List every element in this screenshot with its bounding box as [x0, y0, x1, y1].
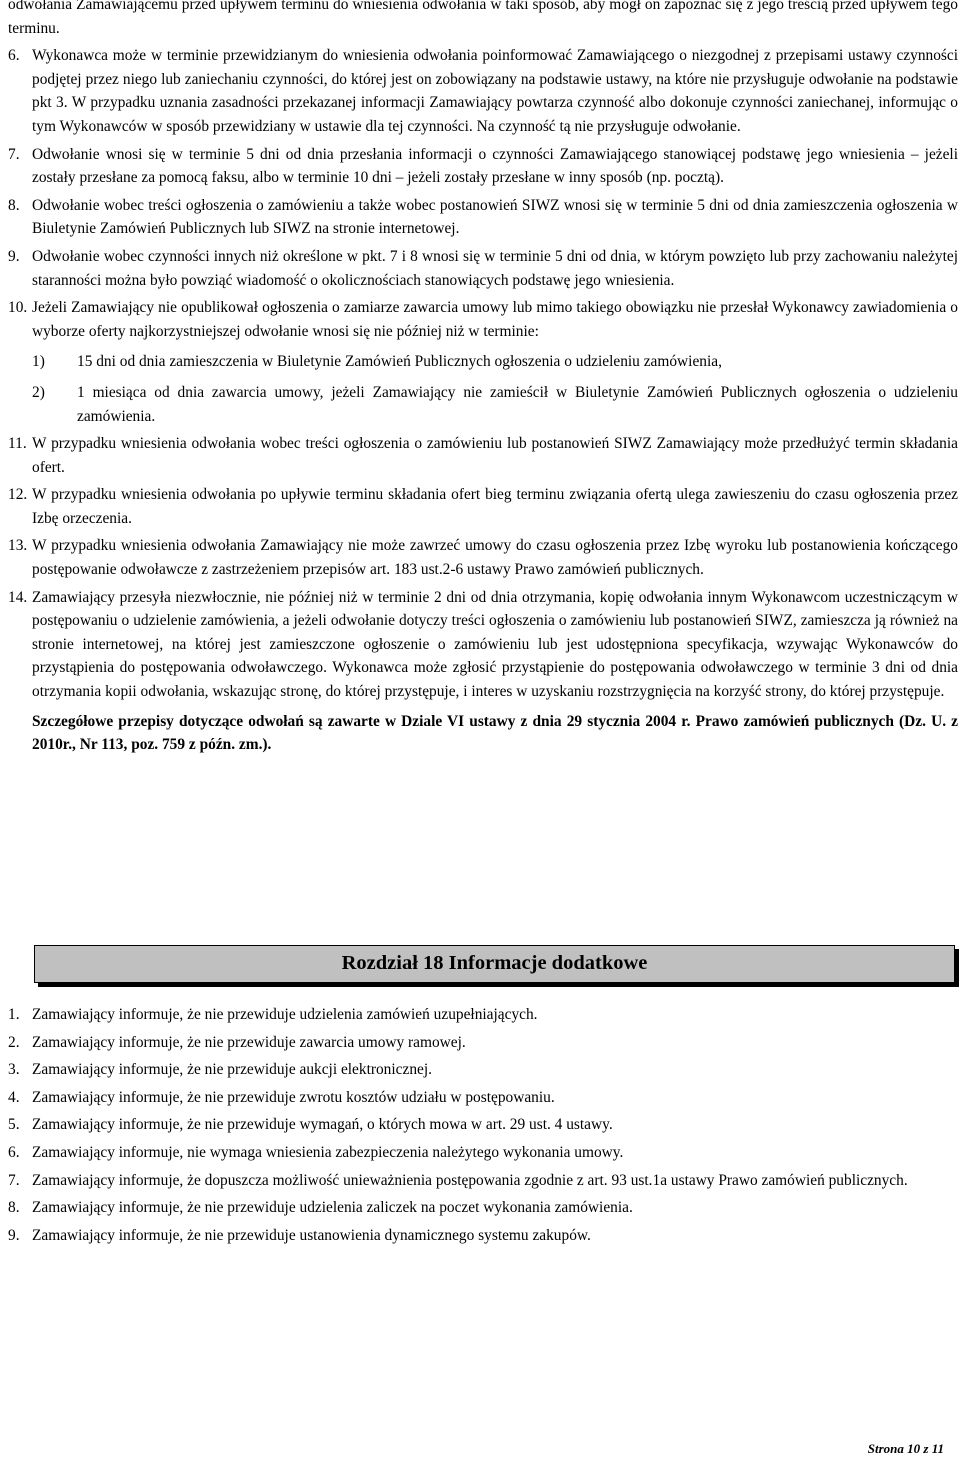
- additional-info-list: [8, 1003, 958, 1251]
- page-number: Strona 10 z 11: [867, 1441, 944, 1456]
- legal-reference-note: Szczegółowe przepisy dotyczące odwołań są zawarte w Dziale VI ustawy z dnia 29 stycznia 2004 r. Prawo zamówień publicznych (Dz. U. z 2010r., Nr 113, poz. 759 z późn. zm.).: [32, 712, 958, 754]
- list-text: Wykonawca może w terminie przewidzianym do wniesienia odwołania poinformować Zamawiającego o niezgodnej z przepisami ustawy czynności podjętej przez niego lub zaniechaniu czynności, do której jest on zobowiązany na podstawie ustawy, na które nie przysługuje odwołanie na podstawie pkt 3. W przypadku uznania zasadności przekazanej informacji Zamawiający powtarza czynność albo dokonuje czynności zaniechanej, informując o tym Wykonawców w sposób przewidziany w ustawie dla tej czynności. Na czynność tą nie przysługuje odwołanie.: [32, 47, 958, 135]
- list-text: Odwołanie wobec treści ogłoszenia o zamówieniu a także wobec postanowień SIWZ wnosi się w terminie 5 dni od dnia zamieszczenia ogłoszenia w Biuletynie Zamówień Publicznych lub SIWZ na stronie internetowej.: [32, 196, 958, 238]
- list-text: W przypadku wniesienia odwołania po upływie terminu składania ofert bieg terminu związania ofertą ulega zawieszeniu do czasu ogłoszenia przez Izbę orzeczenia.: [32, 486, 958, 527]
- list-text: Odwołanie wobec czynności innych niż określone w pkt. 7 i 8 wnosi się w terminie 5 dni od dnia, w którym powzięto lub przy zachowaniu należytej staranności można było powziąć wiadomość o okolicznościach stanowiących podstawę jego wniesienia.: [32, 247, 958, 289]
- list-text: W przypadku wniesienia odwołania Zamawiający nie może zawrzeć umowy do czasu ogłoszenia przez Izbę wyroku lub postanowienia kończącego postępowanie odwoławcze z zastrzeżeniem przepisów art. 183 ust.2-6 ustawy Prawo zamówień publicznych.: [32, 537, 958, 579]
- list-text: Odwołanie wnosi się w terminie 5 dni od dnia przesłania informacji o czynności Zamawiającego stanowiącej podstawę jego wniesienia – jeżeli zostały przesłane za pomocą faksu, albo w terminie 10 dni – jeżeli zostały przesłane w inny sposób (np. pocztą).: [32, 145, 958, 187]
- list-number: 6.: [8, 47, 20, 65]
- list-text: Zamawiający informuje, że nie przewiduje wymagań, o których mowa w art. 29 ust. 4 ustawy.: [32, 1116, 613, 1134]
- sub-list-number: 1): [32, 353, 45, 371]
- appeals-section: [8, 0, 958, 757]
- list-item: [8, 194, 958, 241]
- list-number: 5.: [8, 1116, 20, 1134]
- list-number: 1.: [8, 1006, 20, 1023]
- list-number: 8.: [8, 1199, 20, 1217]
- list-text: Zamawiający przesyła niezwłocznie, nie później niż w terminie 2 dni od dnia otrzymania, kopię odwołania innym Wykonawcom uczestniczącym w postępowaniu o udzielenie zamówienia, a jeżeli odwołanie dotyczy treści ogłoszenia o zamówieniu lub postanowień SIWZ, zamieszcza ją również na stronie internetowej, na której jest zamieszczone ogłoszenie o zamówieniu lub jest udostępniona specyfikacja, wzywając Wykonawców do przystąpienia do postępowania odwoławczego. Wykonawca może zgłosić przystąpienie do postępowania odwoławczego w terminie 3 dni od dnia otrzymania kopii odwołania, wskazując stronę, do której przystępuje, i interes w uzyskaniu rozstrzygnięcia na korzyść strony, do której przystępuje.: [32, 588, 958, 701]
- list-item: [8, 1113, 958, 1137]
- list-item: [8, 586, 958, 704]
- list-item: [8, 245, 958, 292]
- list-number: 8.: [8, 196, 20, 214]
- list-number: 13.: [8, 537, 28, 555]
- list-number: 4.: [8, 1088, 20, 1106]
- list-item: [8, 1224, 958, 1248]
- list-number: 10.: [8, 299, 28, 317]
- list-number: 7.: [8, 145, 20, 163]
- list-item: [8, 1169, 958, 1193]
- list-text: Zamawiający informuje, nie wymaga wniesienia zabezpieczenia należytego wykonania umowy.: [32, 1143, 624, 1161]
- list-text: W przypadku wniesienia odwołania wobec treści ogłoszenia o zamówieniu lub postanowień SIWZ Zamawiający może przedłużyć termin składania ofert.: [32, 435, 958, 476]
- list-item: [8, 432, 958, 479]
- list-text: Zamawiający informuje, że nie przewiduje zawarcia umowy ramowej.: [32, 1033, 466, 1051]
- list-item: [8, 44, 958, 138]
- sub-list-text: 1 miesiąca od dnia zawarcia umowy, jeżeli Zamawiający nie zamieścił w Biuletynie Zamówień Publicznych ogłoszenia o udzieleniu zamówienia.: [77, 383, 958, 425]
- sub-list-text: 15 dni od dnia zamieszczenia w Biuletynie Zamówień Publicznych ogłoszenia o udzieleniu zamówienia,: [77, 353, 722, 371]
- list-number: 6.: [8, 1143, 20, 1161]
- list-number: 9.: [8, 1226, 20, 1244]
- list-text: Zamawiający informuje, że nie przewiduje udzielenia zaliczek na poczet wykonania zamówienia.: [32, 1199, 633, 1217]
- list-number: 9.: [8, 247, 20, 265]
- list-item: [8, 534, 958, 581]
- list-item: [8, 1196, 958, 1220]
- list-text: Zamawiający informuje, że nie przewiduje aukcji elektronicznej.: [32, 1061, 432, 1079]
- list-number: 12.: [8, 486, 28, 504]
- section-header: [34, 945, 955, 983]
- list-number: 7.: [8, 1171, 20, 1189]
- list-item: [8, 143, 958, 190]
- list-number: 14.: [8, 588, 28, 606]
- list-item: [8, 1141, 958, 1165]
- list-item: [8, 1058, 958, 1082]
- list-item: [8, 296, 958, 343]
- sub-list-item: [32, 381, 958, 428]
- list-text: Zamawiający informuje, że nie przewiduje zwrotu kosztów udziału w postępowaniu.: [32, 1088, 555, 1106]
- list-number: 2.: [8, 1033, 20, 1051]
- list-item: [8, 483, 958, 530]
- sub-list-number: 2): [32, 383, 45, 401]
- list-text: Zamawiający informuje, że nie przewiduje ustanowienia dynamicznego systemu zakupów.: [32, 1226, 591, 1244]
- list-text: Zamawiający informuje, że nie przewiduje udzielenia zamówień uzupełniających.: [32, 1006, 538, 1023]
- list-item: [8, 1086, 958, 1110]
- continuation-paragraph: odwołania Zamawiającemu przed upływem terminu do wniesienia odwołania w taki sposób, aby mógł on zapoznać się z jego treścią przed upływem tego terminu.: [8, 0, 958, 37]
- list-number: 3.: [8, 1061, 20, 1079]
- list-text: Jeżeli Zamawiający nie opublikował ogłoszenia o zamiarze zawarcia umowy lub mimo takiego obowiązku nie przesłał Wykonawcy zawiadomienia o wyborze oferty najkorzystniejszej odwołanie wnosi się nie później niż w terminie:: [32, 299, 958, 340]
- list-text: Zamawiający informuje, że dopuszcza możliwość unieważnienia postępowania zgodnie z art. 93 ust.1a ustawy Prawo zamówień publicznych.: [32, 1171, 908, 1189]
- sub-list-item: [32, 350, 958, 374]
- list-item: [8, 1003, 958, 1027]
- list-item: [8, 1031, 958, 1055]
- list-number: 11.: [8, 435, 27, 453]
- section-title: Rozdział 18 Informacje dodatkowe: [341, 952, 648, 975]
